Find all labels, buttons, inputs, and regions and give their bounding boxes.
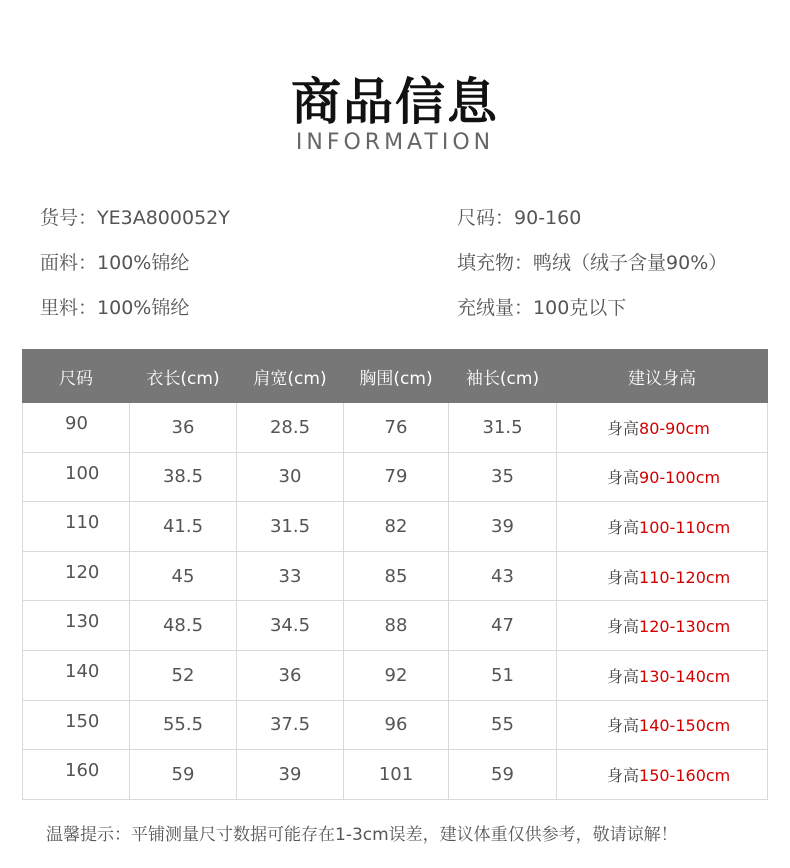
info-value: YE3A800052Y: [97, 207, 230, 229]
cell-chest: 101: [344, 750, 449, 800]
info-value: 100%锦纶: [97, 252, 190, 274]
cell-sleeve: 51: [449, 650, 557, 700]
height-prefix: 身高: [607, 666, 640, 686]
cell-length: 36: [130, 403, 237, 453]
table-row: [23, 750, 768, 800]
cell-length: 59: [130, 750, 237, 800]
table-row: [23, 551, 768, 601]
info-label: 填充物：: [457, 252, 534, 274]
info-value: 100%锦纶: [97, 297, 190, 319]
cell-suggested-height: [557, 700, 768, 750]
height-range: 150-160cm: [639, 765, 731, 785]
cell-suggested-height: [557, 601, 768, 651]
height-prefix: 身高: [607, 468, 640, 488]
cell-sleeve: 35: [449, 452, 557, 502]
cell-size: 90: [23, 403, 130, 453]
height-range: 80-90cm: [639, 418, 710, 438]
height-prefix: 身高: [607, 567, 640, 587]
cell-suggested-height: [557, 452, 768, 502]
footer-tip: 温馨提示：平铺测量尺寸数据可能存在1-3cm误差，建议体重仅供参考，敬请谅解！: [46, 825, 678, 845]
info-value: 鸭绒（绒子含量90%）: [533, 252, 728, 274]
table-row: [23, 403, 768, 453]
cell-shoulder: 36: [237, 650, 344, 700]
height-range: 100-110cm: [639, 517, 731, 537]
cell-length: 55.5: [130, 700, 237, 750]
header-height: 建议身高: [557, 350, 768, 403]
cell-length: 48.5: [130, 601, 237, 651]
cell-chest: 85: [344, 551, 449, 601]
cell-shoulder: 34.5: [237, 601, 344, 651]
info-item-fabric: [40, 251, 189, 275]
cell-length: 45: [130, 551, 237, 601]
height-prefix: 身高: [607, 418, 640, 438]
info-label: 面料：: [40, 252, 98, 274]
cell-size: 120: [23, 551, 130, 601]
cell-sleeve: 31.5: [449, 403, 557, 453]
cell-suggested-height: [557, 551, 768, 601]
height-range: 130-140cm: [639, 666, 731, 686]
cell-chest: 92: [344, 650, 449, 700]
height-range: 110-120cm: [639, 567, 731, 587]
info-item-filling: [457, 251, 727, 275]
header-size: 尺码: [23, 350, 130, 403]
cell-chest: 76: [344, 403, 449, 453]
height-range: 140-150cm: [639, 716, 731, 736]
table-row: [23, 502, 768, 552]
cell-shoulder: 30: [237, 452, 344, 502]
info-item-lining: [40, 296, 189, 320]
cell-length: 38.5: [130, 452, 237, 502]
cell-suggested-height: [557, 502, 768, 552]
cell-shoulder: 39: [237, 750, 344, 800]
page-title: 商品信息: [291, 73, 499, 131]
cell-sleeve: 43: [449, 551, 557, 601]
cell-shoulder: 31.5: [237, 502, 344, 552]
cell-shoulder: 33: [237, 551, 344, 601]
cell-sleeve: 47: [449, 601, 557, 651]
header-chest: 胸围(cm): [344, 350, 449, 403]
cell-chest: 96: [344, 700, 449, 750]
height-prefix: 身高: [607, 517, 640, 537]
size-chart-table: [22, 349, 768, 800]
info-label: 充绒量：: [457, 297, 534, 319]
info-label: 里料：: [40, 297, 98, 319]
cell-length: 52: [130, 650, 237, 700]
table-header-row: [23, 350, 768, 403]
cell-suggested-height: [557, 750, 768, 800]
info-item-fill-weight: [457, 296, 626, 320]
header-length: 衣长(cm): [130, 350, 237, 403]
info-item-size-range: [457, 206, 581, 230]
info-label: 尺码：: [457, 207, 515, 229]
cell-length: 41.5: [130, 502, 237, 552]
cell-size: 140: [23, 650, 130, 700]
cell-size: 160: [23, 750, 130, 800]
cell-shoulder: 28.5: [237, 403, 344, 453]
cell-sleeve: 39: [449, 502, 557, 552]
height-prefix: 身高: [607, 617, 640, 637]
cell-suggested-height: [557, 650, 768, 700]
cell-size: 100: [23, 452, 130, 502]
info-label: 货号：: [40, 207, 98, 229]
cell-suggested-height: [557, 403, 768, 453]
info-value: 100克以下: [533, 297, 627, 319]
cell-size: 110: [23, 502, 130, 552]
cell-size: 130: [23, 601, 130, 651]
info-item-article-number: [40, 206, 230, 230]
cell-sleeve: 59: [449, 750, 557, 800]
cell-chest: 82: [344, 502, 449, 552]
height-range: 120-130cm: [639, 617, 731, 637]
cell-size: 150: [23, 700, 130, 750]
header-shoulder: 肩宽(cm): [237, 350, 344, 403]
info-value: 90-160: [514, 207, 582, 229]
table-row: [23, 452, 768, 502]
page-subtitle: INFORMATION: [295, 130, 495, 155]
table-row: [23, 601, 768, 651]
height-range: 90-100cm: [639, 468, 721, 488]
header-sleeve: 袖长(cm): [449, 350, 557, 403]
cell-chest: 79: [344, 452, 449, 502]
cell-sleeve: 55: [449, 700, 557, 750]
cell-shoulder: 37.5: [237, 700, 344, 750]
table-row: [23, 650, 768, 700]
table-row: [23, 700, 768, 750]
height-prefix: 身高: [607, 716, 640, 736]
cell-chest: 88: [344, 601, 449, 651]
height-prefix: 身高: [607, 765, 640, 785]
